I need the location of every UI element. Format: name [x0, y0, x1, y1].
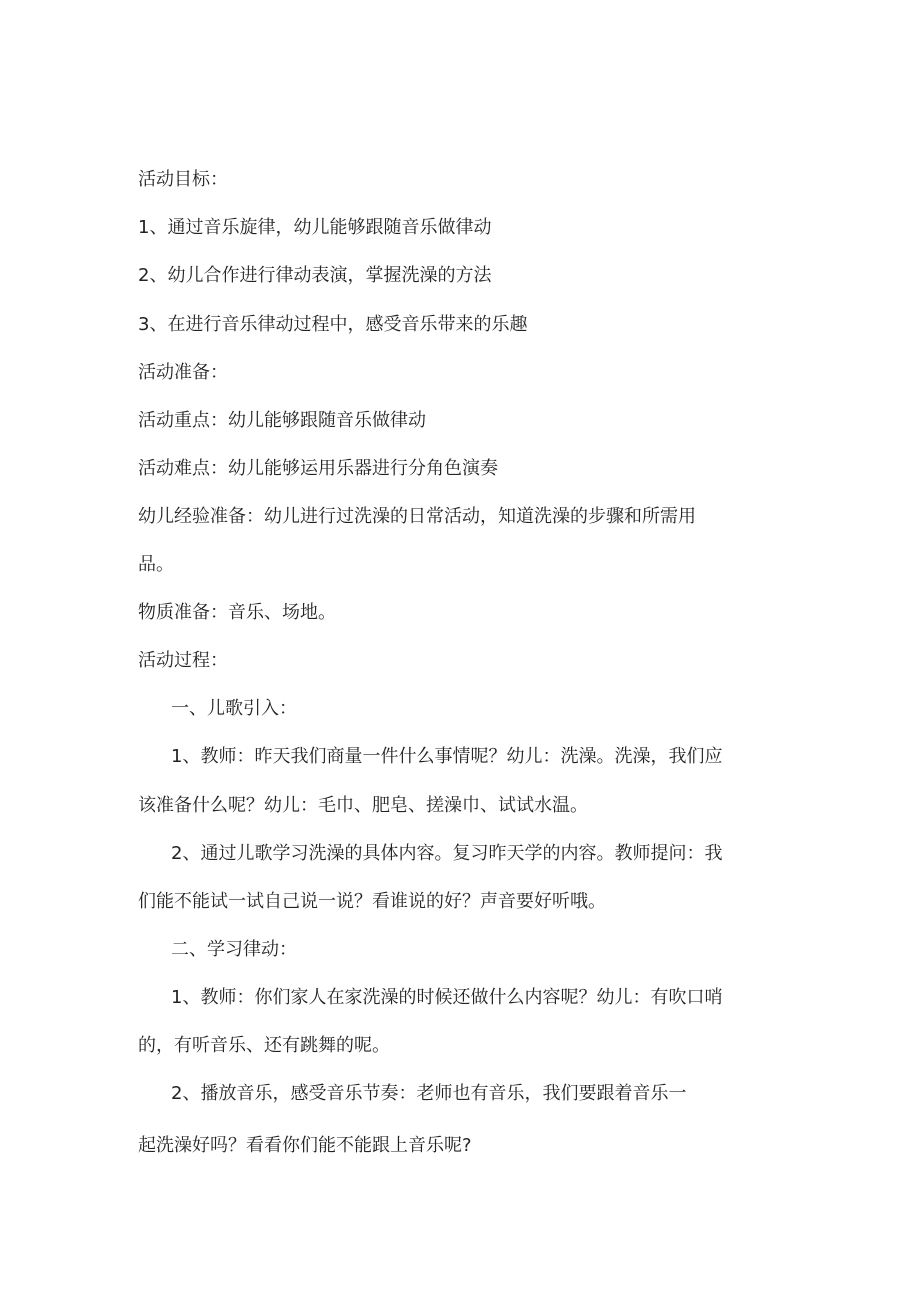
material-preparation: 物质准备：音乐、场地。: [138, 602, 336, 623]
goal-item-2: 2、幼儿合作进行律动表演，掌握洗澡的方法: [138, 265, 492, 286]
section-2-step-2: 2、播放音乐，感受音乐节奏：老师也有音乐，我们要跟着音乐一: [171, 1083, 687, 1104]
section-2-step-2-cont: 起洗澡好吗？看看你们能不能跟上音乐呢?: [138, 1135, 472, 1156]
section-1-step-2: 2、通过儿歌学习洗澡的具体内容。复习昨天学的内容。教师提问：我: [171, 843, 723, 864]
activity-difficulty: 活动难点：幼儿能够运用乐器进行分角色演奏: [138, 458, 498, 479]
goal-item-1: 1、通过音乐旋律，幼儿能够跟随音乐做律动: [138, 217, 492, 238]
heading-activity-preparation: 活动准备：: [138, 362, 228, 383]
heading-activity-goals: 活动目标：: [138, 169, 228, 190]
activity-focus: 活动重点：幼儿能够跟随音乐做律动: [138, 410, 426, 431]
section-1-step-2-cont: 们能不能试一试自己说一说？看谁说的好？声音要好听哦。: [138, 891, 606, 912]
section-2-step-1: 1、教师：你们家人在家洗澡的时候还做什么内容呢？幼儿：有吹口哨: [171, 987, 723, 1008]
heading-activity-process: 活动过程：: [138, 650, 228, 671]
experience-preparation: 幼儿经验准备：幼儿进行过洗澡的日常活动，知道洗澡的步骤和所需用: [138, 506, 696, 527]
section-1-step-1: 1、教师：昨天我们商量一件什么事情呢？幼儿：洗澡。洗澡，我们应: [171, 746, 723, 767]
section-2-step-1-cont: 的，有听音乐、还有跳舞的呢。: [138, 1035, 390, 1056]
section-1-heading: 一、儿歌引入：: [171, 698, 297, 719]
section-1-step-1-cont: 该准备什么呢？幼儿：毛巾、肥皂、搓澡巾、试试水温。: [138, 795, 588, 816]
experience-preparation-cont: 品。: [138, 554, 174, 575]
section-2-heading: 二、学习律动：: [171, 939, 297, 960]
goal-item-3: 3、在进行音乐律动过程中，感受音乐带来的乐趣: [138, 314, 528, 335]
